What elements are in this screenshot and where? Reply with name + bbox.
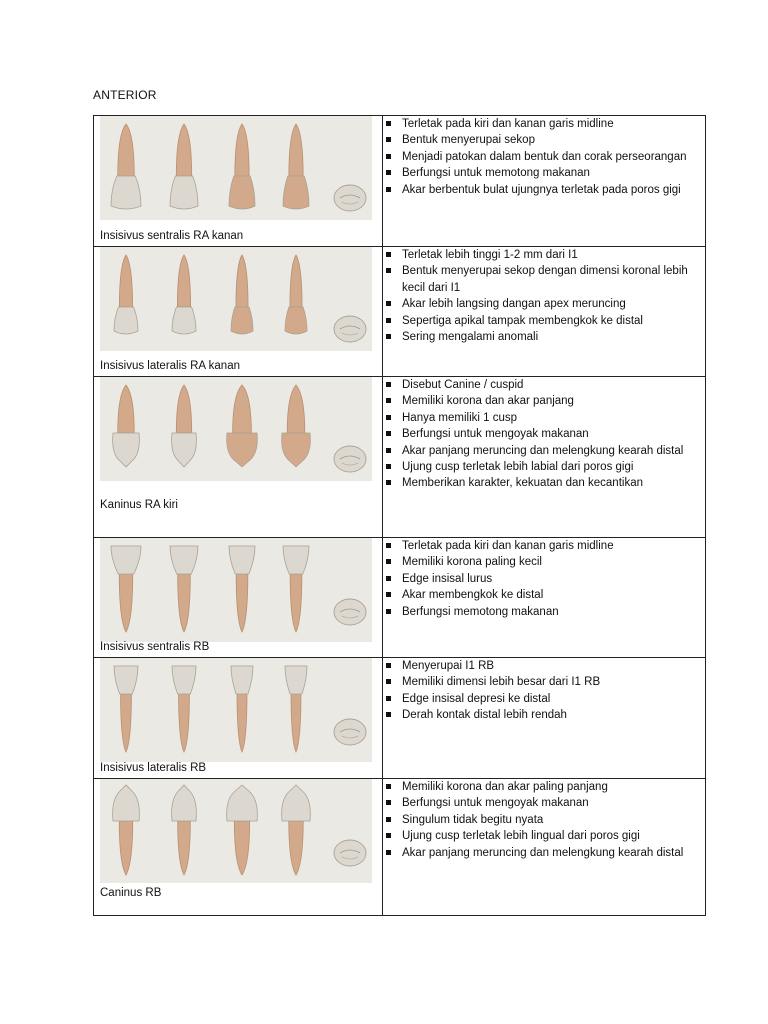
list-item: Memiliki dimensi lebih besar dari I1 RB [383,674,705,690]
bullet-list [383,779,705,861]
list-item: Akar panjang meruncing dan melengkung kearah distal [383,443,705,459]
description-cell [383,538,706,658]
tooth-illustration [100,658,372,762]
table-row [94,116,706,247]
tooth-caption: Insisivus sentralis RA kanan [100,230,244,242]
description-cell [383,658,706,779]
list-item: Edge insisal depresi ke distal [383,691,705,707]
list-item: Berfungsi untuk memotong makanan [383,165,705,181]
description-cell [383,247,706,377]
list-item: Memiliki korona dan akar panjang [383,393,705,409]
list-item: Bentuk menyerupai sekop [383,132,705,148]
bullet-list [383,247,705,345]
list-item: Berfungsi untuk mengoyak makanan [383,426,705,442]
tooth-drawing [100,247,372,351]
list-item: Derah kontak distal lebih rendah [383,707,705,723]
list-item: Akar lebih langsing dangan apex meruncing [383,296,705,312]
image-cell [94,779,383,916]
bullet-list [383,116,705,198]
tooth-illustration [100,377,372,481]
list-item: Akar membengkok ke distal [383,587,705,603]
table-row [94,538,706,658]
list-item: Akar berbentuk bulat ujungnya terletak pada poros gigi [383,182,705,198]
tooth-illustration [100,116,372,220]
tooth-caption: Insisivus lateralis RA kanan [100,360,240,372]
image-cell [94,377,383,538]
tooth-illustration [100,538,372,642]
tooth-caption: Kaninus RA kiri [100,499,178,511]
list-item: Terletak pada kiri dan kanan garis midline [383,538,705,554]
bullet-list [383,658,705,724]
table-row [94,779,706,916]
description-cell [383,116,706,247]
image-cell [94,538,383,658]
list-item: Hanya memiliki 1 cusp [383,410,705,426]
tooth-drawing [100,116,372,220]
table-row [94,658,706,779]
page-heading: ANTERIOR [93,88,157,102]
tooth-caption: Insisivus lateralis RB [100,762,207,774]
tooth-illustration [100,779,372,883]
tooth-drawing [100,538,372,642]
list-item: Ujung cusp terletak lebih labial dari poros gigi [383,459,705,475]
tooth-illustration [100,247,372,351]
description-cell [383,377,706,538]
list-item: Menjadi patokan dalam bentuk dan corak perseorangan [383,149,705,165]
image-cell [94,116,383,247]
bullet-list [383,377,705,492]
list-item: Terletak lebih tinggi 1-2 mm dari I1 [383,247,705,263]
tooth-drawing [100,658,372,762]
tooth-caption: Caninus RB [100,887,162,899]
list-item: Terletak pada kiri dan kanan garis midline [383,116,705,132]
tooth-drawing [100,377,372,481]
list-item: Memiliki korona paling kecil [383,554,705,570]
bullet-list [383,538,705,620]
list-item: Sepertiga apikal tampak membengkok ke distal [383,313,705,329]
image-cell [94,658,383,779]
list-item: Berfungsi untuk mengoyak makanan [383,795,705,811]
list-item: Disebut Canine / cuspid [383,377,705,393]
description-cell [383,779,706,916]
list-item: Akar panjang meruncing dan melengkung kearah distal [383,845,705,861]
list-item: Memiliki korona dan akar paling panjang [383,779,705,795]
list-item: Ujung cusp terletak lebih lingual dari poros gigi [383,828,705,844]
table-row [94,377,706,538]
tooth-table [93,115,706,916]
tooth-caption: Insisivus sentralis RB [100,641,210,653]
list-item: Edge insisal lurus [383,571,705,587]
list-item: Singulum tidak begitu nyata [383,812,705,828]
image-cell [94,247,383,377]
list-item: Berfungsi memotong makanan [383,604,705,620]
list-item: Menyerupai I1 RB [383,658,705,674]
list-item: Memberikan karakter, kekuatan dan kecantikan [383,475,705,491]
list-item: Sering mengalami anomali [383,329,705,345]
list-item: Bentuk menyerupai sekop dengan dimensi koronal lebih kecil dari I1 [383,263,705,296]
tooth-drawing [100,779,372,883]
table-row [94,247,706,377]
